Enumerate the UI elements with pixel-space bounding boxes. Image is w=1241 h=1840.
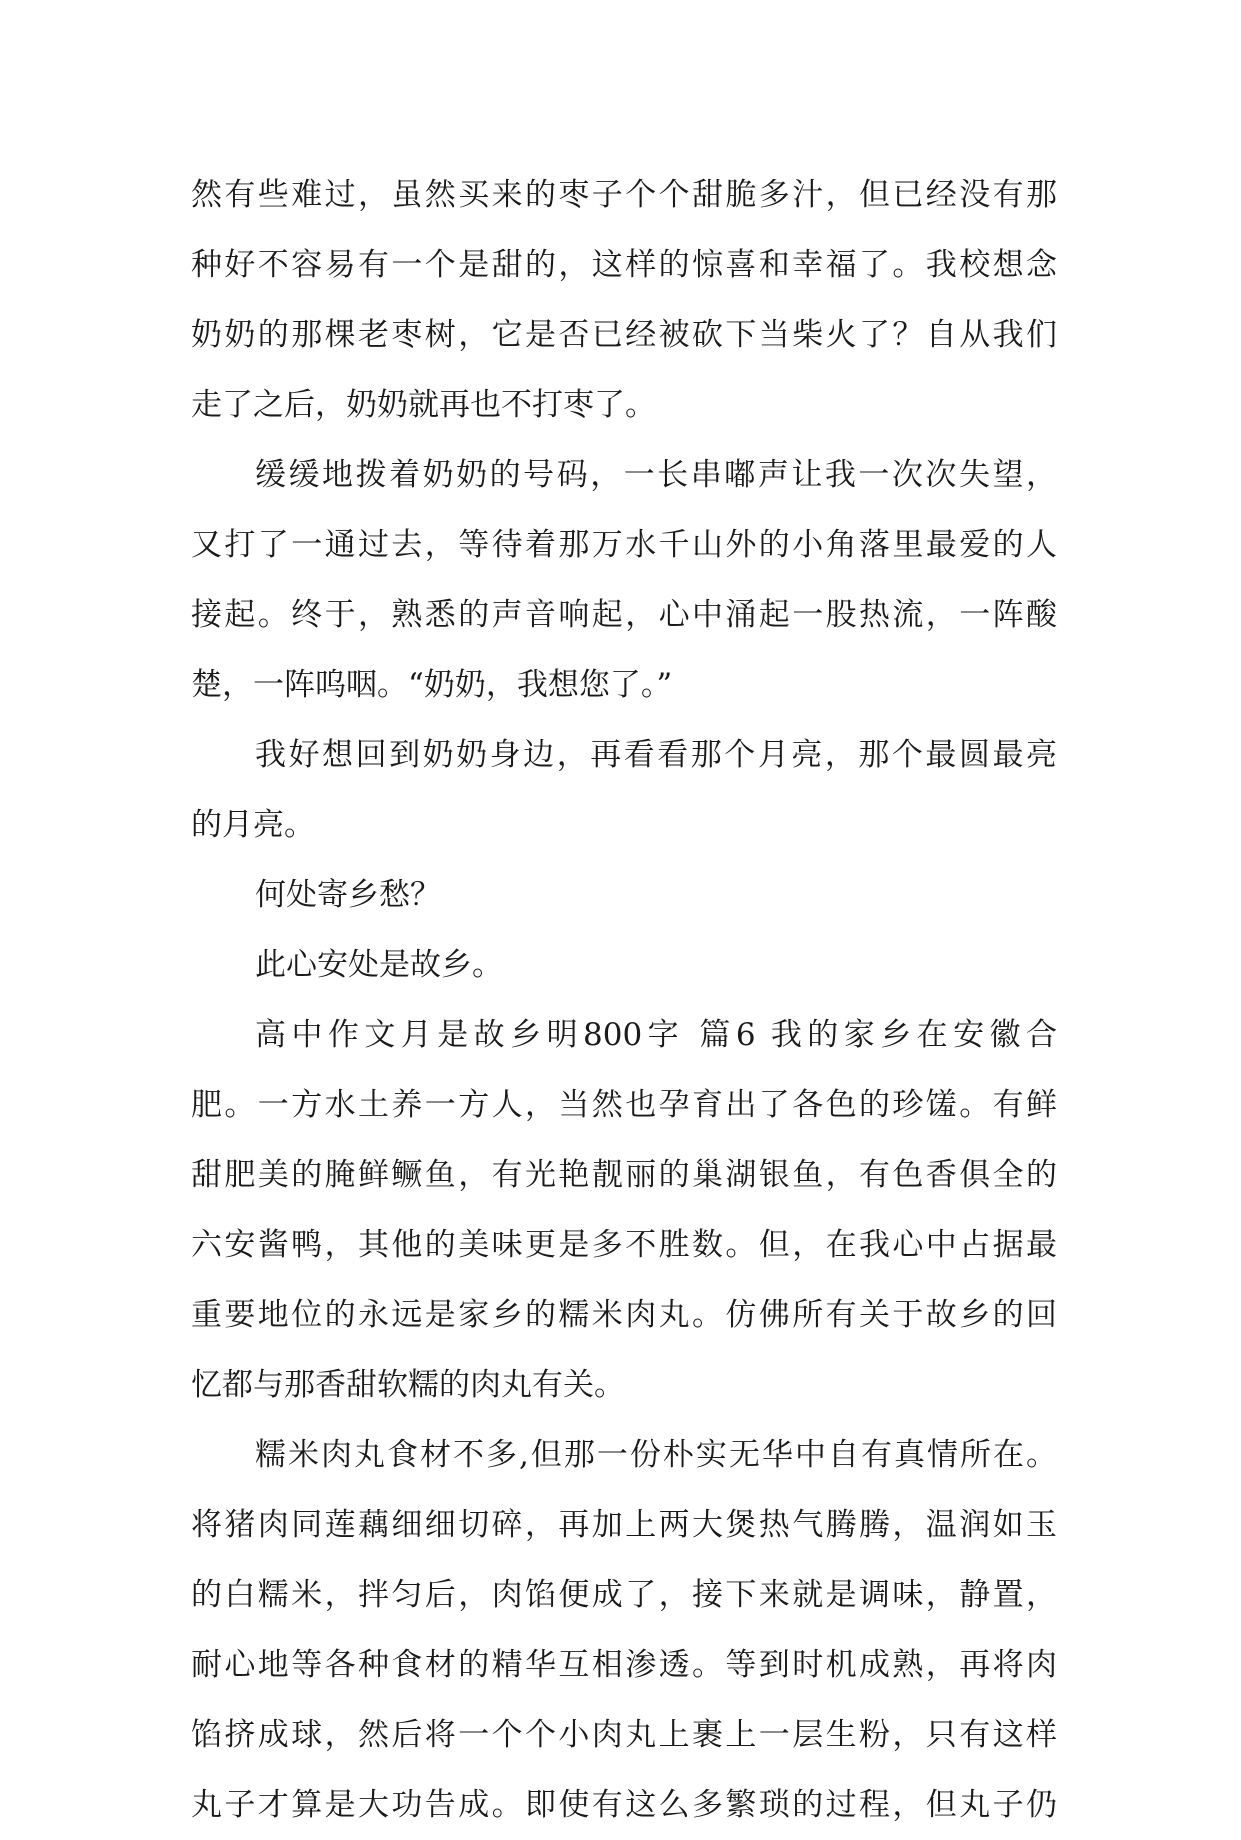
text-line: 重要地位的永远是家乡的糯米肉丸。仿佛所有关于故乡的回	[191, 1297, 1057, 1333]
text-line: 馅挤成球，然后将一个个小肉丸上裹上一层生粉，只有这样	[191, 1717, 1057, 1753]
text-line: 我好想回到奶奶身边，再看看那个月亮，那个最圆最亮	[255, 737, 1057, 773]
text-line: 忆都与那香甜软糯的肉丸有关。	[191, 1367, 625, 1403]
text-line: 又打了一通过去，等待着那万水千山外的小角落里最爱的人	[191, 527, 1057, 563]
text-line: 走了之后，奶奶就再也不打枣了。	[191, 387, 656, 423]
text-line: 丸子才算是大功告成。即使有这么多繁琐的过程，但丸子仍	[191, 1787, 1057, 1823]
text-line: 的月亮。	[191, 807, 315, 843]
text-line: 将猪肉同莲藕细细切碎，再加上两大煲热气腾腾，温润如玉	[191, 1507, 1057, 1543]
text-line: 六安酱鸭，其他的美味更是多不胜数。但，在我心中占据最	[191, 1227, 1057, 1263]
text-line: 高中作文月是故乡明800字 篇6 我的家乡在安徽合	[255, 1017, 1057, 1053]
text-line: 何处寄乡愁？	[255, 877, 441, 913]
text-line: 奶奶的那棵老枣树，它是否已经被砍下当柴火了？自从我们	[191, 317, 1057, 353]
text-line: 此心安处是故乡。	[255, 947, 503, 983]
text-line: 甜肥美的腌鲜鳜鱼，有光艳靓丽的巢湖银鱼，有色香俱全的	[191, 1157, 1057, 1193]
text-line: 然有些难过，虽然买来的枣子个个甜脆多汁，但已经没有那	[191, 177, 1057, 213]
text-line: 耐心地等各种食材的精华互相渗透。等到时机成熟，再将肉	[191, 1647, 1057, 1683]
text-line: 糯米肉丸食材不多,但那一份朴实无华中自有真情所在。	[255, 1437, 1057, 1473]
text-line: 种好不容易有一个是甜的，这样的惊喜和幸福了。我校想念	[191, 247, 1057, 283]
text-line: 的白糯米，拌匀后，肉馅便成了，接下来就是调味，静置，	[191, 1577, 1057, 1613]
text-line: 楚，一阵呜咽。“奶奶，我想您了。”	[191, 667, 673, 703]
text-line: 缓缓地拨着奶奶的号码，一长串嘟声让我一次次失望，	[255, 457, 1057, 493]
body-text	[191, 160, 1057, 1840]
text-line: 接起。终于，熟悉的声音响起，心中涌起一股热流，一阵酸	[191, 597, 1057, 633]
text-line: 肥。一方水土养一方人，当然也孕育出了各色的珍馐。有鲜	[191, 1087, 1057, 1123]
